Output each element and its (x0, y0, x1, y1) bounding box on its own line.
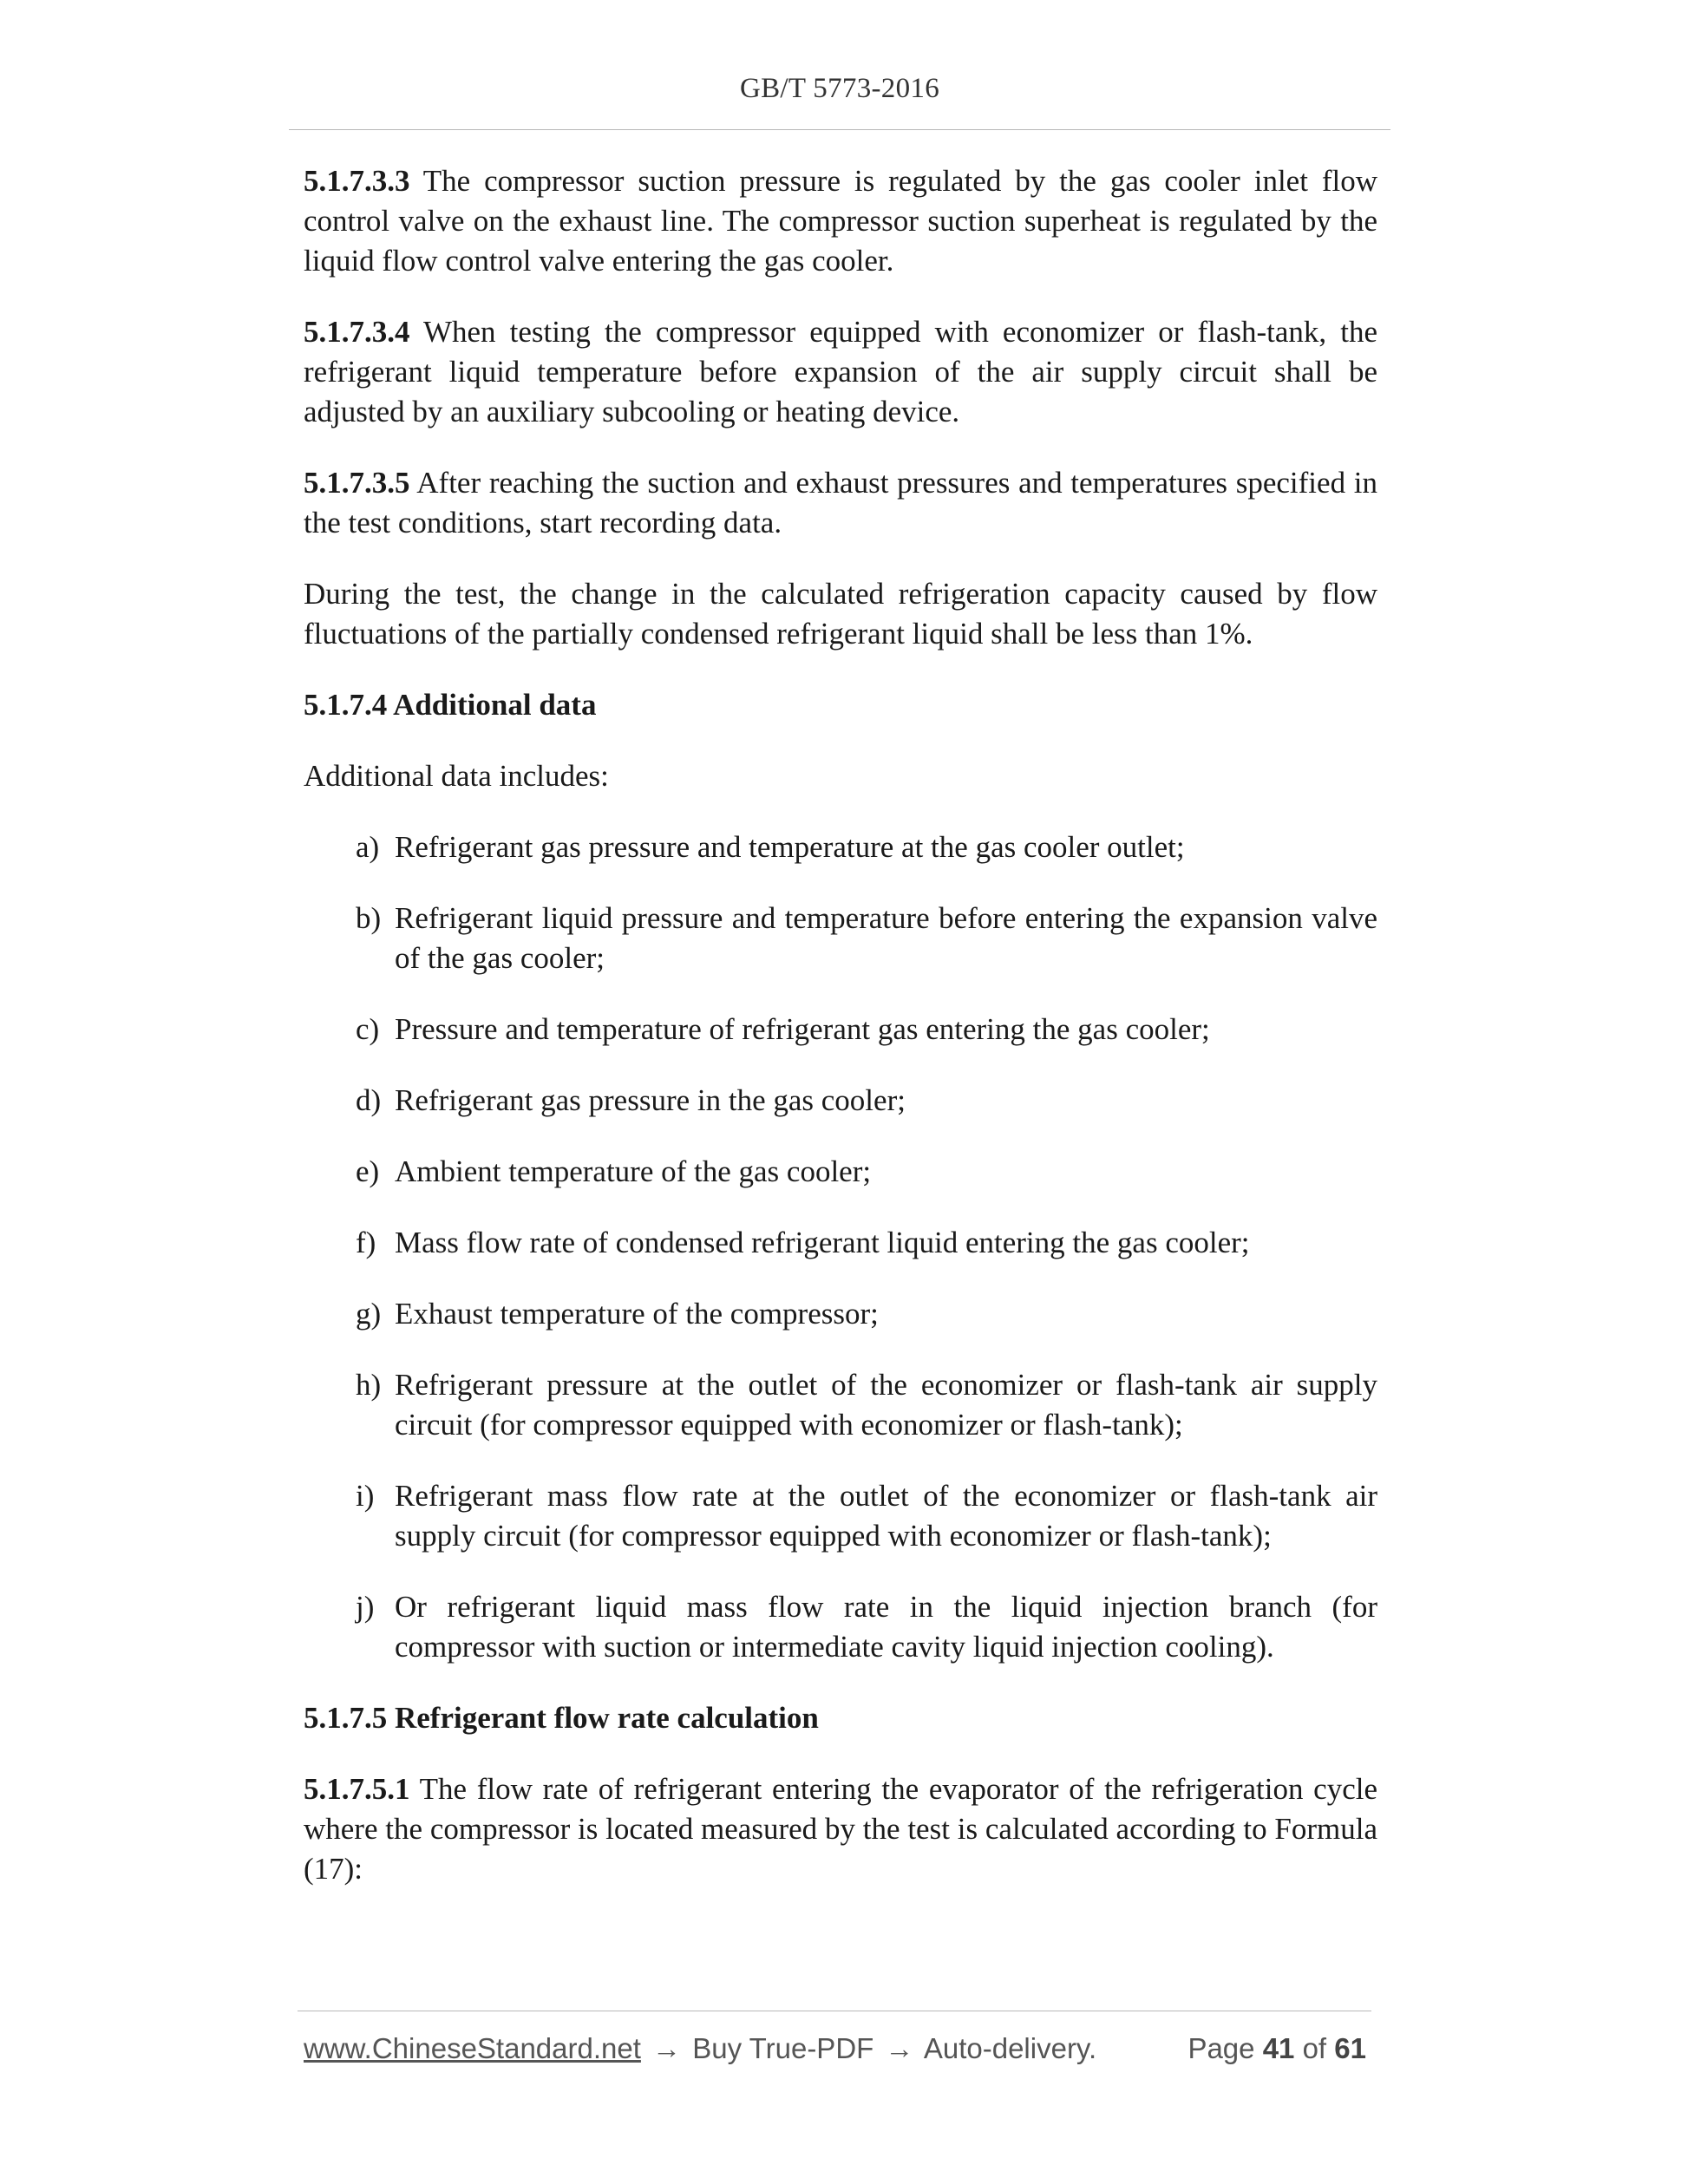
list-marker: i) (356, 1479, 375, 1513)
list-item (304, 1223, 1377, 1263)
list-item-text: Refrigerant mass flow rate at the outlet of the economizer or flash-tank air supply circuit (for compressor equipped with economizer or flash-tank); (395, 1479, 1377, 1553)
clause-number: 5.1.7.3.5 (304, 466, 410, 500)
auto-delivery-text: Auto-delivery. (923, 2032, 1097, 2064)
heading-5-1-7-5: 5.1.7.5 Refrigerant flow rate calculation (304, 1701, 819, 1735)
paragraph-5-1-7-3-4 (304, 312, 1377, 432)
list-item-text: Refrigerant pressure at the outlet of the economizer or flash-tank air supply circuit (for compressor equipped with economizer or flash-tank); (395, 1368, 1377, 1442)
list-marker: d) (356, 1083, 382, 1117)
list-item-text: Pressure and temperature of refrigerant gas entering the gas cooler; (395, 1012, 1210, 1046)
list-item-text: Exhaust temperature of the compressor; (395, 1297, 879, 1331)
header-divider (289, 129, 1390, 130)
list-item-text: Refrigerant gas pressure in the gas cooler; (395, 1083, 906, 1117)
page-footer (304, 2032, 1366, 2065)
heading-5-1-7-4: 5.1.7.4 Additional data (304, 688, 597, 722)
arrow-right-icon: → (652, 2032, 682, 2064)
document-body (304, 161, 1377, 1920)
arrow-right-icon: → (885, 2032, 914, 2064)
list-item-text: Mass flow rate of condensed refrigerant liquid entering the gas cooler; (395, 1226, 1250, 1259)
clause-number: 5.1.7.5.1 (304, 1772, 410, 1806)
clause-text: After reaching the suction and exhaust pressures and temperatures specified in the test conditions, start recording data. (304, 466, 1377, 539)
list-marker: h) (356, 1368, 382, 1402)
clause-text: When testing the compressor equipped with economizer or flash-tank, the refrigerant liquid temperature before expansion of the air supply circuit shall be adjusted by an auxiliary subcooling or heating device. (304, 315, 1378, 428)
page-current: 41 (1262, 2032, 1295, 2064)
list-item (304, 1152, 1377, 1192)
buy-true-pdf-text: Buy True-PDF (692, 2032, 874, 2064)
list-marker: b) (356, 901, 382, 935)
list-item-text: Ambient temperature of the gas cooler; (395, 1154, 872, 1188)
page-counter (1187, 2032, 1366, 2065)
chinese-standard-link[interactable]: www.ChineseStandard.net (304, 2032, 641, 2064)
list-item (304, 1365, 1377, 1445)
list-item (304, 827, 1377, 867)
list-item-text: Refrigerant liquid pressure and temperature before entering the expansion valve of the gas cooler; (395, 901, 1377, 975)
page-header-title: GB/T 5773-2016 (739, 73, 939, 104)
list-marker: c) (356, 1012, 380, 1046)
list-item (304, 1010, 1377, 1049)
list-item-text: Refrigerant gas pressure and temperature at the gas cooler outlet; (395, 830, 1185, 864)
page-of: of (1302, 2032, 1327, 2064)
list-item (304, 1476, 1377, 1556)
list-item (304, 1587, 1377, 1667)
paragraph-5-1-7-3-3 (304, 161, 1377, 281)
page-label: Page (1187, 2032, 1255, 2064)
paragraph-5-1-7-3-5 (304, 463, 1377, 543)
paragraph-5-1-7-5-1 (304, 1769, 1377, 1889)
list-marker: e) (356, 1154, 380, 1188)
list-item (304, 1081, 1377, 1121)
list-marker: g) (356, 1297, 382, 1331)
page-total: 61 (1334, 2032, 1366, 2064)
list-marker: a) (356, 830, 380, 864)
clause-number: 5.1.7.3.4 (304, 315, 410, 349)
clause-number: 5.1.7.3.3 (304, 164, 410, 198)
clause-text: The compressor suction pressure is regulated by the gas cooler inlet flow control valve on the exhaust line. The compressor suction superheat is regulated by the liquid flow control valve entering the gas cooler. (304, 164, 1377, 278)
list-marker: f) (356, 1226, 376, 1259)
footer-promo (304, 2032, 1096, 2065)
list-marker: j) (356, 1590, 375, 1624)
paragraph-during-test: During the test, the change in the calculated refrigeration capacity caused by flow fluctuations of the partially condensed refrigerant liquid shall be less than 1%. (304, 577, 1377, 651)
list-item (304, 899, 1377, 978)
additional-data-list (304, 827, 1377, 1667)
list-item (304, 1294, 1377, 1334)
list-item-text: Or refrigerant liquid mass flow rate in the liquid injection branch (for compressor with suction or intermediate cavity liquid injection cooling). (395, 1590, 1377, 1664)
clause-text: The flow rate of refrigerant entering the evaporator of the refrigeration cycle where the compressor is located measured by the test is calculated according to Formula (17): (304, 1772, 1377, 1886)
paragraph-additional-intro: Additional data includes: (304, 759, 609, 793)
